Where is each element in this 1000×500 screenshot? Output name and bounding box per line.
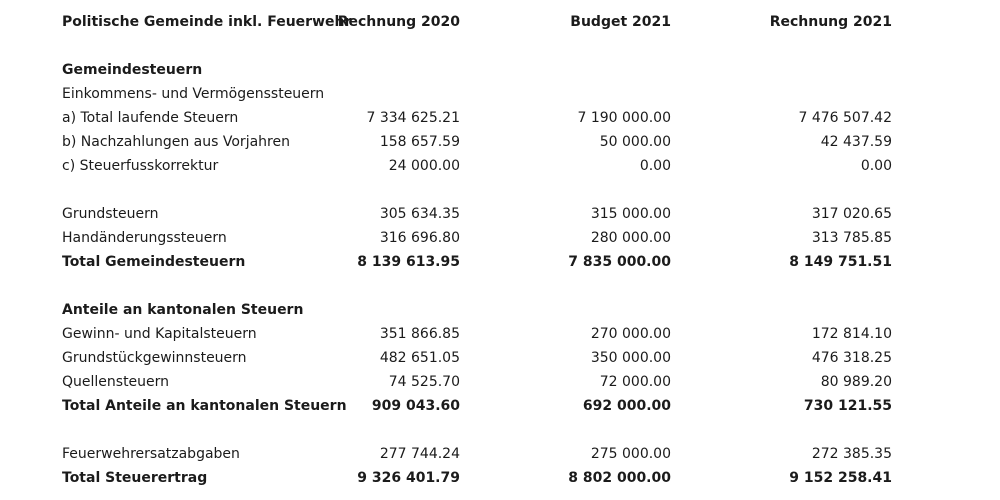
value-budget-2021: 350 000.00	[590, 350, 671, 366]
value-rechnung-2020: 909 043.60	[371, 398, 460, 414]
table-row	[62, 154, 892, 178]
value-rechnung-2021: 172 814.10	[811, 326, 892, 342]
row-label: Total Gemeindesteuern	[62, 254, 246, 270]
value-rechnung-2021: 8 149 751.51	[789, 254, 892, 270]
spacer-row	[62, 178, 892, 202]
section-heading: Anteile an kantonalen Steuern	[62, 302, 304, 318]
row-label: a) Total laufende Steuern	[62, 110, 239, 126]
value-budget-2021: 270 000.00	[590, 326, 671, 342]
table-row	[62, 82, 892, 106]
row-label: Grundsteuern	[62, 206, 159, 222]
row-label: b) Nachzahlungen aus Vorjahren	[62, 134, 290, 150]
spacer-row	[62, 418, 892, 442]
row-label: Grundstückgewinnsteuern	[62, 350, 247, 366]
value-rechnung-2021: 730 121.55	[803, 398, 892, 414]
tax-revenue-table	[62, 10, 892, 490]
value-budget-2021: 280 000.00	[590, 230, 671, 246]
section-heading: Gemeindesteuern	[62, 62, 203, 78]
value-budget-2021: 7 190 000.00	[577, 110, 671, 126]
table-row	[62, 202, 892, 226]
value-rechnung-2020: 482 651.05	[379, 350, 460, 366]
value-budget-2021: 275 000.00	[590, 446, 671, 462]
table-row	[62, 226, 892, 250]
value-rechnung-2020: 351 866.85	[379, 326, 460, 342]
value-rechnung-2020: 9 326 401.79	[357, 470, 460, 486]
spacer-row	[62, 34, 892, 58]
value-rechnung-2020: 277 744.24	[379, 446, 460, 462]
value-rechnung-2021: 80 989.20	[820, 374, 892, 390]
table-row	[62, 130, 892, 154]
row-label: c) Steuerfusskorrektur	[62, 158, 219, 174]
total-row	[62, 250, 892, 274]
section-heading-row	[62, 298, 892, 322]
value-budget-2021: 7 835 000.00	[568, 254, 671, 270]
table-row	[62, 442, 892, 466]
value-rechnung-2021: 9 152 258.41	[789, 470, 892, 486]
value-rechnung-2020: 158 657.59	[379, 134, 460, 150]
value-rechnung-2021: 317 020.65	[811, 206, 892, 222]
row-label: Total Steuerertrag	[62, 470, 208, 486]
value-budget-2021: 8 802 000.00	[568, 470, 671, 486]
value-rechnung-2021: 42 437.59	[820, 134, 892, 150]
value-rechnung-2020: 316 696.80	[379, 230, 460, 246]
value-budget-2021: 50 000.00	[599, 134, 671, 150]
section-heading-row	[62, 58, 892, 82]
value-rechnung-2020: 305 634.35	[379, 206, 460, 222]
value-budget-2021: 72 000.00	[599, 374, 671, 390]
value-rechnung-2021: 0.00	[860, 158, 892, 174]
header-label: Politische Gemeinde inkl. Feuerwehr	[62, 14, 352, 30]
value-rechnung-2021: 476 318.25	[811, 350, 892, 366]
header-col-rechnung-2020: Rechnung 2020	[337, 14, 460, 30]
value-rechnung-2021: 7 476 507.42	[798, 110, 892, 126]
total-row	[62, 466, 892, 490]
value-budget-2021: 692 000.00	[582, 398, 671, 414]
row-label: Feuerwehrersatzabgaben	[62, 446, 240, 462]
row-label: Quellensteuern	[62, 374, 170, 390]
table-body	[62, 34, 892, 490]
value-rechnung-2021: 272 385.35	[811, 446, 892, 462]
table-row	[62, 106, 892, 130]
value-rechnung-2020: 24 000.00	[388, 158, 460, 174]
table-header-row	[62, 10, 892, 34]
row-label: Einkommens- und Vermögenssteuern	[62, 86, 325, 102]
spacer-row	[62, 274, 892, 298]
header-col-rechnung-2021: Rechnung 2021	[769, 14, 892, 30]
row-label: Total Anteile an kantonalen Steuern	[62, 398, 347, 414]
value-rechnung-2020: 74 525.70	[388, 374, 460, 390]
total-row	[62, 394, 892, 418]
value-rechnung-2021: 313 785.85	[811, 230, 892, 246]
value-budget-2021: 0.00	[639, 158, 671, 174]
value-budget-2021: 315 000.00	[590, 206, 671, 222]
value-rechnung-2020: 8 139 613.95	[357, 254, 460, 270]
value-rechnung-2020: 7 334 625.21	[366, 110, 460, 126]
table-row	[62, 346, 892, 370]
row-label: Gewinn- und Kapitalsteuern	[62, 326, 257, 342]
table-row	[62, 370, 892, 394]
header-col-budget-2021: Budget 2021	[570, 14, 671, 30]
row-label: Handänderungssteuern	[62, 230, 227, 246]
table-row	[62, 322, 892, 346]
